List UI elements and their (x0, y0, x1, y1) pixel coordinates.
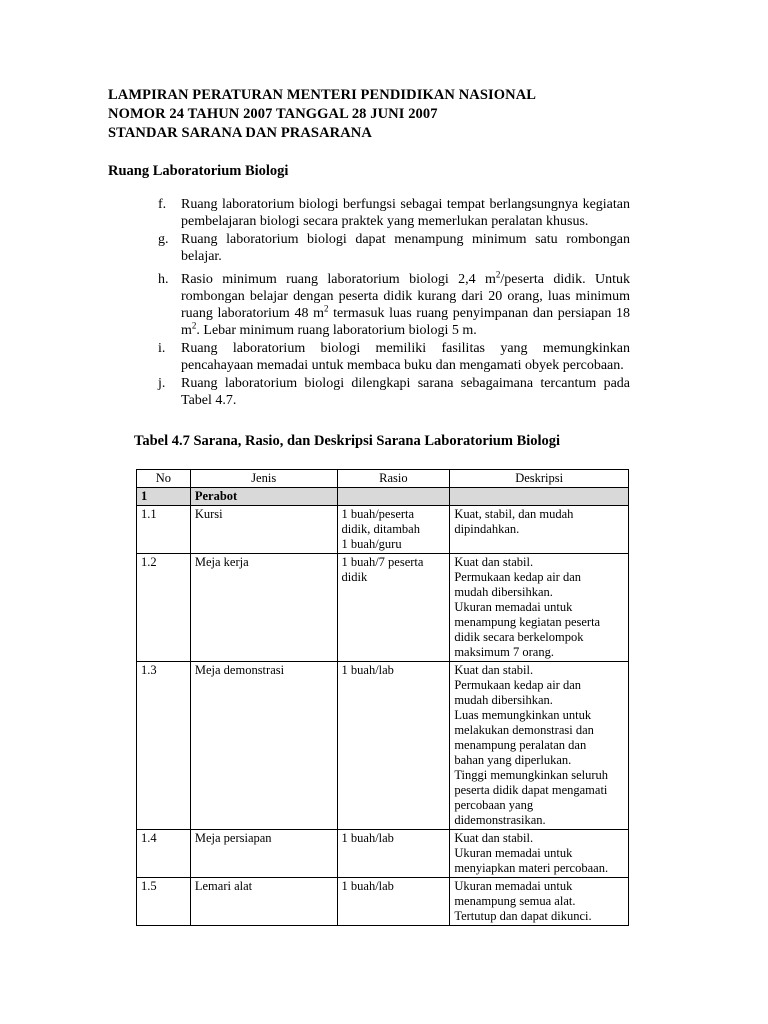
cell-line: didemonstrasikan. (454, 813, 546, 827)
cell-line: menampung kegiatan peserta (454, 615, 601, 629)
cell-line: Tinggi memungkinkan seluruh (454, 768, 609, 782)
column-header-deskripsi: Deskripsi (450, 470, 629, 488)
cell-deskripsi (450, 662, 629, 830)
cell-line: Ukuran memadai untuk (454, 879, 573, 893)
cell-line: menampung semua alat. (454, 894, 576, 908)
list-item-text: Ruang laboratorium biologi berfungsi sebagai tempat berlangsungnya kegiatan pembelajaran biologi secara praktek yang memerlukan peralatan khusus. (181, 197, 630, 229)
cell-line: dipindahkan. (454, 522, 520, 536)
cell-jenis: Meja kerja (190, 554, 337, 662)
cell-line: Kuat, stabil, dan mudah (454, 507, 574, 521)
cell-no: 1.2 (137, 554, 191, 662)
table-group-row (137, 488, 629, 506)
requirement-list (150, 196, 630, 410)
cell-rasio (337, 506, 450, 554)
list-item-text: Ruang laboratorium biologi dilengkapi sarana sebagaimana tercantum pada Tabel 4.7. (181, 376, 630, 408)
cell-line: 1 buah/guru (341, 537, 402, 551)
list-item-text: Ruang laboratorium biologi memiliki fasilitas yang memungkinkan pencahayaan memadai untuk membaca buku dan mengamati obyek percobaan. (181, 341, 630, 373)
cell-line: didik (341, 570, 368, 584)
cell-line: mudah dibersihkan. (454, 585, 553, 599)
group-rasio-empty (337, 488, 450, 506)
cell-rasio (337, 662, 450, 830)
column-header-rasio: Rasio (337, 470, 450, 488)
cell-line: melakukan demonstrasi dan (454, 723, 594, 737)
table-row (137, 554, 629, 662)
cell-line: Permukaan kedap air dan (454, 678, 582, 692)
table-row (137, 662, 629, 830)
cell-jenis: Lemari alat (190, 878, 337, 926)
column-header-no: No (137, 470, 191, 488)
cell-line: Ukuran memadai untuk (454, 846, 573, 860)
list-item-text: Rasio minimum ruang laboratorium biologi 2,4 $m^2$/peserta didik. Untuk rombongan belajar dengan peserta didik kurang dari 20 orang, luas minimum ruang laboratorium 48 $m^2$ termasuk luas ruang penyimpanan dan persiapan 18 $m^2$. Lebar minimum ruang laboratorium biologi 5 m. (181, 269, 630, 338)
cell-line: Tertutup dan dapat dikunci. (454, 909, 592, 923)
cell-deskripsi (450, 878, 629, 926)
cell-rasio (337, 830, 450, 878)
cell-line: didik secara berkelompok (454, 630, 584, 644)
cell-jenis: Meja persiapan (190, 830, 337, 878)
header-line-3: STANDAR SARANA DAN PRASARANA (108, 125, 372, 141)
cell-line: bahan yang diperlukan. (454, 753, 572, 767)
cell-jenis: Meja demonstrasi (190, 662, 337, 830)
list-marker: g. (158, 232, 169, 247)
column-header-jenis: Jenis (190, 470, 337, 488)
cell-line: 1 buah/lab (341, 879, 394, 893)
table-row (137, 878, 629, 926)
table-header-row (137, 470, 629, 488)
cell-line: 1 buah/lab (341, 831, 394, 845)
table-caption: Tabel 4.7 Sarana, Rasio, dan Deskripsi Sarana Laboratorium Biologi (134, 433, 561, 449)
list-item (150, 231, 630, 265)
group-jenis: Perabot (190, 488, 337, 506)
cell-line: maksimum 7 orang. (454, 645, 554, 659)
table-row (137, 506, 629, 554)
group-deskripsi-empty (450, 488, 629, 506)
cell-line: Kuat dan stabil. (454, 663, 534, 677)
cell-line: peserta didik dapat mengamati (454, 783, 608, 797)
table-row (137, 830, 629, 878)
section-title: Ruang Laboratorium Biologi (108, 163, 289, 179)
cell-no: 1.4 (137, 830, 191, 878)
list-item (150, 375, 630, 409)
cell-line: 1 buah/peserta (341, 507, 415, 521)
list-marker: i. (158, 341, 166, 356)
cell-no: 1.5 (137, 878, 191, 926)
list-marker: f. (158, 197, 167, 212)
cell-line: mudah dibersihkan. (454, 693, 553, 707)
list-item (150, 340, 630, 374)
document-header (108, 86, 536, 143)
cell-deskripsi (450, 506, 629, 554)
list-item (150, 196, 630, 230)
cell-no: 1.1 (137, 506, 191, 554)
cell-rasio (337, 878, 450, 926)
cell-deskripsi (450, 554, 629, 662)
list-marker: h. (158, 272, 169, 287)
header-line-2: NOMOR 24 TAHUN 2007 TANGGAL 28 JUNI 2007 (108, 106, 438, 122)
cell-line: 1 buah/7 peserta (341, 555, 424, 569)
list-item (150, 271, 630, 339)
cell-line: menyiapkan materi percobaan. (454, 861, 609, 875)
cell-line: menampung peralatan dan (454, 738, 587, 752)
sarana-table (136, 469, 629, 926)
list-marker: j. (158, 376, 166, 391)
cell-no: 1.3 (137, 662, 191, 830)
list-item-text: Ruang laboratorium biologi dapat menampung minimum satu rombongan belajar. (181, 232, 630, 264)
cell-line: 1 buah/lab (341, 663, 394, 677)
cell-line: percobaan yang (454, 798, 534, 812)
header-line-1: LAMPIRAN PERATURAN MENTERI PENDIDIKAN NASIONAL (108, 87, 537, 103)
cell-deskripsi (450, 830, 629, 878)
cell-jenis: Kursi (190, 506, 337, 554)
group-no: 1 (137, 488, 191, 506)
cell-rasio (337, 554, 450, 662)
cell-line: Kuat dan stabil. (454, 831, 534, 845)
cell-line: Ukuran memadai untuk (454, 600, 573, 614)
cell-line: Permukaan kedap air dan (454, 570, 582, 584)
cell-line: Luas memungkinkan untuk (454, 708, 592, 722)
cell-line: Kuat dan stabil. (454, 555, 534, 569)
cell-line: didik, ditambah (341, 522, 420, 536)
